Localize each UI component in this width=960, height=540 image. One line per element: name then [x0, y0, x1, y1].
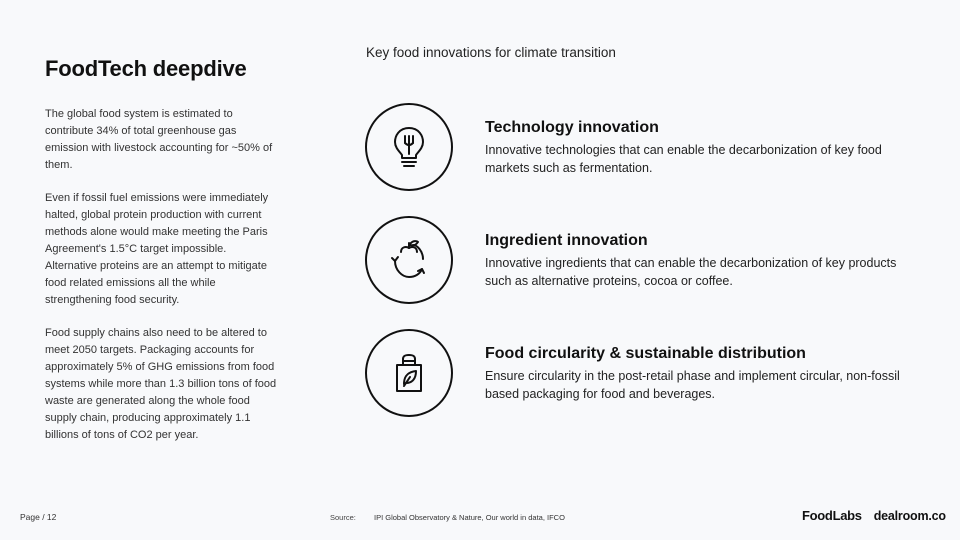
leaf-bag-icon [386, 350, 432, 396]
technology-innovation-item [485, 119, 905, 177]
page-number: Page / 12 [20, 512, 57, 522]
source-label: Source: [330, 513, 356, 522]
dealroom-logo: dealroom.co [873, 509, 946, 523]
footer-logos [802, 508, 946, 523]
foodlabs-logo: FoodLabs [802, 508, 862, 523]
item-title: Technology innovation [485, 119, 659, 136]
lightbulb-fork-icon [386, 124, 432, 170]
item-title: Ingredient innovation [485, 232, 648, 249]
apple-cycle-icon [386, 237, 432, 283]
intro-paragraph: Even if fossil fuel emissions were immediately halted, global protein production with current methods alone would make meeting the Paris Agreement's 1.5°C target impossible. Alternative proteins are an attempt to mitigate food related emissions all the while strengthening food security. [45, 192, 269, 306]
food-circularity-badge [365, 329, 453, 417]
food-circularity-item [485, 345, 905, 403]
ingredient-innovation-badge [365, 216, 453, 304]
intro-paragraph: Food supply chains also need to be altered to meet 2050 targets. Packaging accounts for approximately 5% of GHG emissions from food systems while more than 1.3 billion tons of food waste are generated along the whole food supply chain, producing approximately 1.1 billions of tons of CO2 per year. [45, 327, 277, 441]
intro-paragraph: The global food system is estimated to contribute 34% of total greenhouse gas emission with livestock accounting for ~50% of them. [45, 108, 273, 171]
item-description: Ensure circularity in the post-retail phase and implement circular, non-fossil based packaging for food and beverages. [485, 369, 900, 401]
intro-text [45, 106, 277, 460]
page-title: FoodTech deepdive [45, 56, 247, 81]
technology-innovation-badge [365, 103, 453, 191]
item-title: Food circularity & sustainable distribution [485, 345, 806, 362]
ingredient-innovation-item [485, 232, 905, 290]
item-description: Innovative ingredients that can enable the decarbonization of key products such as alternative proteins, cocoa or coffee. [485, 256, 897, 288]
item-description: Innovative technologies that can enable the decarbonization of key food markets such as fermentation. [485, 143, 882, 175]
section-subtitle: Key food innovations for climate transition [366, 45, 616, 60]
source-text: IPI Global Observatory & Nature, Our world in data, IFCO [374, 513, 565, 522]
